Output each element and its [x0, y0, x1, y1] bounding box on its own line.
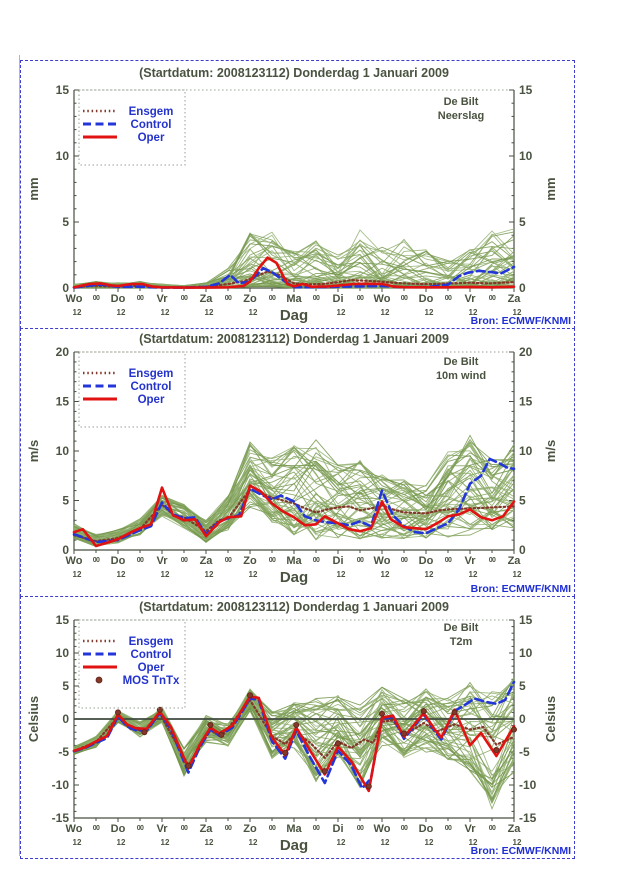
mos-tntx-dot [186, 763, 191, 768]
xtick-12: 12 [468, 308, 478, 317]
legend-box [79, 620, 185, 708]
xtick-12: 12 [424, 570, 434, 579]
xtick-00: 00 [224, 825, 232, 832]
xtick-day: Vr [156, 293, 168, 305]
ytick-right: 5 [519, 493, 526, 508]
xtick-00: 00 [136, 825, 144, 832]
xtick-00: 00 [224, 295, 232, 302]
xtick-12: 12 [204, 838, 214, 847]
ytick-right: -10 [519, 778, 537, 792]
xtick-00: 00 [180, 825, 188, 832]
ytick-right: -15 [519, 811, 537, 825]
xtick-12: 12 [248, 838, 258, 847]
chart-10m-wind [21, 329, 574, 596]
ytick-left: 10 [55, 444, 69, 458]
mos-tntx-dot [401, 731, 406, 736]
legend-mos-dot [96, 677, 102, 683]
xtick-12: 12 [116, 570, 126, 579]
xtick-day: Wo [373, 293, 391, 305]
mos-tntx-dot [452, 710, 457, 715]
xtick-day: Za [507, 823, 521, 835]
xtick-00: 00 [268, 825, 276, 832]
station-name: De Bilt [443, 622, 479, 634]
xaxis-label: Dag [279, 569, 309, 586]
xtick-00: 00 [180, 295, 188, 302]
chart-t2m [21, 597, 574, 858]
station-name: De Bilt [443, 356, 479, 368]
mos-tntx-dot [421, 708, 426, 713]
pluim-figure [20, 60, 575, 859]
source-label: Bron: ECMWF/KNMI [470, 845, 571, 857]
ytick-right: 0 [519, 543, 526, 557]
legend-label: Ensgem [128, 106, 174, 118]
xtick-00: 00 [136, 295, 144, 302]
mos-tntx-dot [335, 741, 340, 746]
xtick-00: 00 [400, 557, 408, 564]
panel-title: (Startdatum: 2008123112) Donderdag 1 Januari 2009 [139, 66, 449, 80]
xtick-day: Wo [373, 823, 391, 835]
xtick-day: Za [507, 293, 521, 305]
xtick-00: 00 [268, 295, 276, 302]
xtick-12: 12 [512, 308, 522, 317]
mos-tntx-dot [208, 722, 213, 727]
variable-name: 10m wind [435, 370, 487, 382]
xtick-00: 00 [488, 295, 496, 302]
mos-tntx-dot [366, 784, 371, 789]
xtick-12: 12 [160, 570, 170, 579]
legend-label: Control [130, 649, 172, 661]
xtick-day: Do [418, 823, 434, 835]
ensemble-members [74, 229, 514, 288]
ytick-right: 5 [519, 679, 526, 693]
xtick-day: Za [199, 555, 213, 567]
xtick-12: 12 [336, 308, 346, 317]
xtick-12: 12 [380, 570, 390, 579]
xtick-day: Ma [286, 823, 302, 835]
xtick-day: Wo [373, 555, 391, 567]
xtick-00: 00 [400, 295, 408, 302]
ytick-left: 0 [62, 543, 69, 557]
xtick-12: 12 [248, 308, 258, 317]
legend-label: Oper [137, 132, 165, 144]
mos-tntx-dot [511, 727, 516, 732]
ytick-left: -5 [58, 745, 69, 759]
xtick-12: 12 [380, 308, 390, 317]
ylabel-right: mm [543, 177, 558, 201]
xtick-12: 12 [160, 838, 170, 847]
xtick-day: Wo [65, 293, 83, 305]
ylabel-left: m/s [26, 439, 41, 463]
variable-name: Neerslag [437, 110, 485, 122]
mos-tntx-dot [294, 722, 299, 727]
ytick-left: -10 [51, 778, 69, 792]
xtick-day: Vr [464, 823, 476, 835]
panel-10m-wind [20, 328, 575, 597]
xtick-day: Zo [243, 555, 257, 567]
ytick-left: 15 [55, 613, 69, 627]
xtick-00: 00 [92, 825, 100, 832]
xtick-day: Zo [243, 823, 257, 835]
xtick-day: Do [418, 293, 434, 305]
ytick-right: 15 [519, 613, 533, 627]
ytick-right: 15 [519, 83, 533, 97]
xtick-12: 12 [468, 570, 478, 579]
xtick-12: 12 [336, 838, 346, 847]
variable-name: T2m [449, 636, 473, 648]
mos-tntx-dot [322, 769, 327, 774]
xtick-00: 00 [312, 557, 320, 564]
xtick-day: Wo [65, 823, 83, 835]
ytick-left: 15 [55, 394, 69, 409]
xtick-12: 12 [72, 838, 82, 847]
xtick-00: 00 [356, 557, 364, 564]
xtick-12: 12 [204, 570, 214, 579]
panel-title: (Startdatum: 2008123112) Donderdag 1 Januari 2009 [139, 600, 449, 614]
ytick-right: 5 [519, 215, 526, 229]
xtick-12: 12 [468, 838, 478, 847]
xtick-12: 12 [72, 308, 82, 317]
panel-title: (Startdatum: 2008123112) Donderdag 1 Januari 2009 [139, 332, 449, 346]
xtick-day: Di [332, 823, 344, 835]
legend-label: Oper [137, 662, 165, 674]
xtick-12: 12 [160, 308, 170, 317]
panel-t2m [20, 596, 575, 859]
ylabel-right: m/s [543, 439, 558, 463]
xtick-12: 12 [380, 838, 390, 847]
xaxis-label: Dag [279, 837, 309, 854]
ytick-right: 10 [519, 646, 533, 660]
xtick-00: 00 [312, 295, 320, 302]
mos-tntx-dot [494, 747, 499, 752]
xtick-12: 12 [248, 570, 258, 579]
xtick-00: 00 [356, 295, 364, 302]
ytick-left: 5 [62, 679, 69, 693]
xtick-day: Do [110, 823, 126, 835]
ensemble-members [74, 677, 514, 809]
xtick-day: Di [332, 293, 344, 305]
legend-label: Ensgem [128, 368, 174, 380]
ytick-right: -5 [519, 745, 530, 759]
xtick-00: 00 [224, 557, 232, 564]
xtick-12: 12 [204, 308, 214, 317]
xtick-day: Ma [286, 293, 302, 305]
ytick-right: 0 [519, 281, 526, 295]
mos-tntx-dot [115, 710, 120, 715]
xtick-00: 00 [356, 825, 364, 832]
xtick-day: Vr [156, 823, 168, 835]
xtick-12: 12 [512, 570, 522, 579]
xtick-12: 12 [116, 838, 126, 847]
xtick-12: 12 [424, 838, 434, 847]
xtick-00: 00 [180, 557, 188, 564]
xtick-12: 12 [72, 570, 82, 579]
xtick-00: 00 [400, 825, 408, 832]
xtick-00: 00 [92, 295, 100, 302]
ytick-right: 15 [519, 394, 533, 409]
xtick-12: 12 [512, 838, 522, 847]
xtick-day: Do [110, 293, 126, 305]
xtick-12: 12 [116, 308, 126, 317]
xtick-day: Za [199, 823, 213, 835]
station-name: De Bilt [443, 96, 479, 108]
xtick-day: Ma [286, 555, 302, 567]
ytick-left: 10 [55, 646, 69, 660]
mos-tntx-dot [379, 711, 384, 716]
ytick-left: 5 [62, 215, 69, 229]
xtick-00: 00 [268, 557, 276, 564]
ytick-left: 15 [55, 83, 69, 97]
xtick-day: Za [507, 555, 521, 567]
ylabel-left: mm [26, 177, 41, 201]
xtick-day: Zo [243, 293, 257, 305]
xtick-00: 00 [444, 557, 452, 564]
chart-neerslag [21, 61, 574, 328]
mos-tntx-dot [283, 750, 288, 755]
xtick-12: 12 [336, 570, 346, 579]
legend-label: Oper [137, 394, 165, 406]
xaxis-label: Dag [279, 307, 309, 324]
legend-label: Control [130, 381, 172, 393]
ytick-left: 10 [55, 149, 69, 163]
ytick-left: 0 [62, 281, 69, 295]
xtick-day: Do [418, 555, 434, 567]
panel-neerslag [20, 60, 575, 329]
ytick-right: 20 [519, 345, 533, 359]
legend-label: Control [130, 119, 172, 131]
ytick-right: 10 [519, 444, 533, 458]
xtick-day: Vr [464, 555, 476, 567]
ytick-left: 20 [55, 345, 69, 359]
xtick-00: 00 [92, 557, 100, 564]
xtick-day: Di [332, 555, 344, 567]
ytick-right: 10 [519, 149, 533, 163]
legend-label: Ensgem [128, 636, 174, 648]
ylabel-right: Celsius [543, 695, 558, 743]
xtick-00: 00 [444, 825, 452, 832]
source-label: Bron: ECMWF/KNMI [470, 583, 571, 595]
mos-tntx-dot [142, 730, 147, 735]
xtick-day: Za [199, 293, 213, 305]
xtick-00: 00 [312, 825, 320, 832]
xtick-day: Vr [156, 555, 168, 567]
xtick-00: 00 [444, 295, 452, 302]
legend-label: MOS TnTx [122, 675, 180, 687]
xtick-day: Do [110, 555, 126, 567]
ytick-left: 5 [62, 493, 69, 508]
xtick-day: Vr [464, 293, 476, 305]
ytick-left: -15 [51, 811, 69, 825]
ylabel-left: Celsius [26, 695, 41, 743]
ytick-left: 0 [62, 712, 69, 726]
ytick-right: 0 [519, 712, 526, 726]
xtick-day: Wo [65, 555, 83, 567]
xtick-00: 00 [488, 825, 496, 832]
mos-tntx-dot [247, 693, 252, 698]
xtick-00: 00 [136, 557, 144, 564]
mos-tntx-dot [219, 732, 224, 737]
source-label: Bron: ECMWF/KNMI [470, 315, 571, 327]
xtick-00: 00 [488, 557, 496, 564]
xtick-12: 12 [424, 308, 434, 317]
